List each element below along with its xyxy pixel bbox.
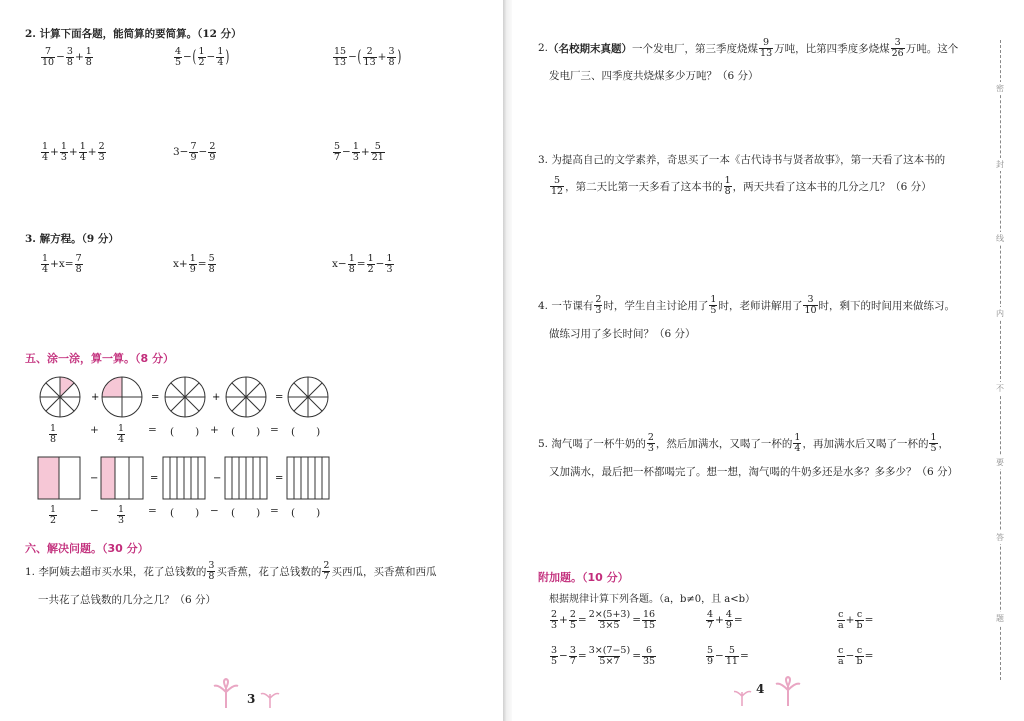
expr-text: ( ): [170, 426, 200, 438]
expr-text: =: [270, 505, 279, 517]
circle-1[interactable]: [40, 377, 80, 417]
fraction: $\frac{2}{3}$: [98, 141, 105, 163]
expr-text: 时，学生自主讨论用了: [603, 299, 709, 312]
fraction: $\frac{5}{11}$: [725, 645, 738, 667]
fraction: $\frac{7}{8}$: [75, 253, 82, 275]
binding-char: 答: [991, 531, 1009, 544]
page-number-left: 3: [247, 692, 256, 706]
bonus-intro: 根据规律计算下列各题。（a，b≠0，且 a<b）: [549, 594, 756, 605]
paren: (: [192, 46, 197, 67]
op-eq-3: =: [150, 473, 159, 484]
expression: [836, 610, 873, 631]
op-minus-1: −: [90, 473, 99, 484]
r-q2-line1: [538, 38, 958, 59]
expr-text: 1. 李阿姨去超市买水果，花了总钱数的: [25, 565, 207, 578]
expression: [40, 47, 94, 68]
expression: [332, 142, 386, 163]
fraction: $\frac{1}{3}$: [386, 253, 393, 275]
rect-2[interactable]: [101, 457, 143, 499]
row-token: [270, 424, 279, 436]
expr-text: ，第二天比第一天多看了这本书的: [565, 180, 723, 193]
expr-text: +: [715, 614, 724, 627]
expr-text: =: [864, 614, 874, 627]
fraction: 1 2: [198, 46, 205, 68]
fraction: $\frac{5}{8}$: [208, 253, 215, 275]
expr-text: +: [68, 146, 78, 159]
expr-text: 5. 淘气喝了一杯牛奶的: [538, 437, 646, 450]
s6-q1-line1: [25, 561, 436, 582]
paren: (: [357, 46, 362, 67]
circle-4[interactable]: [226, 377, 266, 417]
fraction: 3 26: [891, 37, 904, 59]
fraction: 3 8: [208, 560, 215, 582]
expr-text: ( ): [231, 426, 261, 438]
fraction: 1 5: [930, 432, 937, 454]
expr-text: +: [360, 146, 370, 159]
expr-text: ，: [938, 437, 949, 450]
page-number-right: 4: [756, 682, 765, 696]
expression: [549, 610, 657, 631]
row-token: [231, 424, 260, 439]
expr-text: ，两天共看了这本书的几分之几？（6 分）: [732, 180, 932, 193]
fraction: $\frac{2}{9}$: [209, 141, 216, 163]
r-q5-line2: 又加满水，最后把一杯都喝完了。想一想，淘气喝的牛奶多还是水多？多多少？（6 分）: [549, 466, 959, 478]
fraction: 1 4: [794, 432, 801, 454]
row-token: [291, 505, 320, 520]
expr-text: −: [375, 258, 385, 271]
expression: [40, 254, 84, 275]
op-plus-2: +: [212, 392, 221, 403]
row-token: [48, 424, 58, 445]
fraction: 5 12: [551, 175, 564, 197]
row-token: [48, 505, 58, 526]
fraction: 3 5: [551, 645, 558, 667]
row-token: [116, 505, 126, 526]
op-eq-1: =: [151, 392, 160, 403]
expr-text: +: [90, 424, 99, 436]
r-q4-line1: [538, 295, 955, 316]
fraction: $\frac{3\times(7-5)}{5\times 7}$: [588, 645, 631, 667]
fraction: $\frac{5}{21}$: [371, 141, 384, 163]
paren: ): [396, 46, 401, 67]
binding-char: 封: [991, 158, 1009, 171]
expr-text: 4. 一节课有: [538, 299, 594, 312]
fraction: $\frac{7}{9}$: [190, 141, 197, 163]
row-token: [170, 505, 199, 520]
circle-3[interactable]: [165, 377, 205, 417]
fraction: 1 4: [42, 253, 49, 275]
expression: [173, 254, 217, 275]
right-page: [512, 0, 1024, 721]
fraction: $\frac{1}{9}$: [189, 253, 196, 275]
expr-text: +: [74, 51, 84, 64]
expr-text: −: [90, 505, 99, 517]
expression: [705, 610, 743, 631]
expr-text: +: [845, 614, 855, 627]
fraction: $\frac{4}{9}$: [725, 609, 732, 631]
expression: [173, 142, 217, 163]
expr-text: =: [864, 650, 874, 663]
fraction: $\frac{3}{8}$: [388, 46, 395, 68]
expr-text: 3−: [173, 146, 189, 159]
binding-char: 内: [991, 307, 1009, 320]
expr-text: −: [183, 51, 192, 64]
fraction: 1 5: [710, 294, 717, 316]
fraction: 1 8: [50, 423, 57, 445]
fraction: $\frac{2}{5}$: [569, 609, 576, 631]
fraction: 4 7: [707, 609, 714, 631]
expr-text: −: [715, 650, 724, 663]
expr-text: −: [198, 146, 208, 159]
expression: [332, 254, 395, 275]
fraction: 2 3: [595, 294, 602, 316]
expr-text: +: [377, 51, 387, 64]
fraction: 1 4: [42, 141, 49, 163]
book-gutter: [503, 0, 512, 721]
expr-text: −: [559, 650, 568, 663]
expr-text: 时，剩下的时间用来做练习。: [818, 299, 956, 312]
op-eq-4: =: [275, 473, 284, 484]
fraction: $\frac{c}{b}$: [856, 645, 863, 667]
expr-text: ( ): [291, 507, 321, 519]
expr-text: −: [56, 51, 65, 64]
expr-text: =: [733, 614, 743, 627]
expr-text: =: [197, 258, 207, 271]
fraction: 9 13: [760, 37, 773, 59]
fraction: 2 7: [323, 560, 330, 582]
q2-title: 2. 计算下面各题，能简算的要简算。（12 分）: [25, 28, 242, 40]
fraction: 3 10: [804, 294, 817, 316]
fraction: 2 3: [551, 609, 558, 631]
paren: ): [225, 46, 230, 67]
fraction: $\frac{1}{4}$: [79, 141, 86, 163]
expr-text: =: [577, 614, 587, 627]
expression: [549, 646, 657, 667]
fraction: 15 13: [334, 46, 347, 68]
r-q3-line2: [549, 176, 932, 197]
expr-text: =: [577, 650, 587, 663]
expr-text: （名校期末真题）: [548, 42, 633, 55]
row-token: [116, 424, 126, 445]
expr-text: ( ): [170, 507, 200, 519]
circle-row: [35, 374, 335, 422]
row-token: [148, 505, 157, 517]
circle-2[interactable]: [102, 377, 142, 417]
expr-text: 买香蕉，花了总钱数的: [216, 565, 322, 578]
binding-line: [1000, 40, 1001, 680]
fraction: $\frac{c}{b}$: [856, 609, 863, 631]
binding-char: 要: [991, 456, 1009, 469]
fraction: 7 10: [42, 46, 55, 68]
fraction: 4 5: [175, 46, 182, 68]
expr-text: 万吨，比第四季度多烧煤: [774, 42, 890, 55]
fraction: 5 7: [334, 141, 341, 163]
fraction: $\frac{1}{8}$: [348, 253, 355, 275]
fraction: 1 4: [118, 423, 125, 445]
row-token: [231, 505, 260, 520]
rect-row: [35, 455, 335, 501]
expr-text: +: [559, 614, 568, 627]
row-token: [148, 424, 157, 436]
expr-text: =: [270, 424, 279, 436]
expr-text: −: [206, 51, 216, 64]
expr-text: +x=: [50, 258, 74, 271]
fraction: 2 3: [647, 432, 654, 454]
expr-text: −: [210, 505, 219, 517]
expr-text: =: [148, 424, 157, 436]
expr-text: 万吨。这个: [905, 42, 959, 55]
r-q5-line1: [538, 433, 949, 454]
op-plus-1: +: [91, 392, 100, 403]
fraction: $\frac{1}{3}$: [60, 141, 67, 163]
rect-1[interactable]: [38, 457, 80, 499]
fraction: 1 2: [50, 504, 57, 526]
row-token: [90, 424, 99, 436]
section6-title: 六、解决问题。（30 分）: [25, 542, 149, 555]
row-token: [270, 505, 279, 517]
r-q2-line2: 发电厂三、四季度共烧煤多少万吨？（6 分）: [549, 70, 759, 82]
binding-char: 密: [991, 82, 1009, 95]
rect-5[interactable]: [287, 457, 329, 499]
fraction: $\frac{1}{2}$: [367, 253, 374, 275]
fraction: 2 13: [363, 46, 376, 68]
expr-text: =: [356, 258, 366, 271]
binding-char: 不: [991, 382, 1009, 395]
fraction: $\frac{16}{15}$: [643, 609, 656, 631]
row-token: [90, 505, 99, 517]
fraction: $\frac{6}{35}$: [643, 645, 656, 667]
fraction: c a: [838, 609, 844, 631]
fraction: $\frac{1}{8}$: [85, 46, 92, 68]
expr-text: ( ): [231, 507, 261, 519]
section5-title: 五、涂一涂，算一算。（8 分）: [25, 352, 174, 365]
binding-char: 线: [991, 232, 1009, 245]
r-q3-line1: 3. 为提高自己的文学素养，奇思买了一本《古代诗书与贤者故事》，第一天看了这本书的: [538, 154, 946, 166]
expr-text: ( ): [291, 426, 321, 438]
binding-char: 题: [991, 612, 1009, 625]
fraction: 1 8: [724, 175, 731, 197]
expr-text: 一个发电厂，第三季度烧煤: [632, 42, 759, 55]
expression: [173, 47, 230, 68]
expr-text: x−: [332, 258, 347, 271]
rect-4[interactable]: [225, 457, 267, 499]
op-minus-2: −: [213, 473, 222, 484]
expr-text: ，再加满水后又喝了一杯的: [802, 437, 929, 450]
row-token: [291, 424, 320, 439]
expr-text: 2.: [538, 42, 549, 55]
rect-3[interactable]: [163, 457, 205, 499]
row-token: [170, 424, 199, 439]
left-page: [0, 0, 503, 721]
sprout-icon-right: [734, 676, 804, 708]
fraction: $\frac{2\times(5+3)}{3\times 5}$: [588, 609, 631, 631]
expr-text: −: [348, 51, 357, 64]
fraction: $\frac{1}{4}$: [217, 46, 224, 68]
expr-text: +: [50, 146, 59, 159]
fraction: $\frac{3}{7}$: [569, 645, 576, 667]
circle-5[interactable]: [288, 377, 328, 417]
expr-text: =: [739, 650, 749, 663]
fraction: 1 3: [118, 504, 125, 526]
rect-expression-row: [48, 505, 338, 533]
expr-text: −: [845, 650, 855, 663]
fraction: c a: [838, 645, 844, 667]
row-token: [210, 505, 219, 517]
expr-text: +: [87, 146, 97, 159]
expr-text: −: [342, 146, 351, 159]
expr-text: =: [148, 505, 157, 517]
expr-text: x+: [173, 258, 188, 271]
expression: [40, 142, 107, 163]
expression: [332, 47, 401, 68]
expr-text: ，然后加满水，又喝了一杯的: [655, 437, 793, 450]
expr-text: =: [632, 650, 641, 663]
expr-text: +: [210, 424, 219, 436]
fraction: $\frac{3}{8}$: [66, 46, 73, 68]
bonus-title: 附加题。（10 分）: [538, 571, 629, 584]
expression: [836, 646, 873, 667]
q3-title: 3. 解方程。（9 分）: [25, 233, 119, 245]
row-token: [210, 424, 219, 436]
fraction: $\frac{1}{3}$: [352, 141, 359, 163]
r-q4-line2: 做练习用了多长时间？（6 分）: [549, 328, 696, 340]
expr-text: 时，老师讲解用了: [718, 299, 803, 312]
fraction: 5 9: [707, 645, 714, 667]
op-eq-2: =: [275, 392, 284, 403]
expr-text: =: [632, 614, 641, 627]
expr-text: 买西瓜，买香蕉和西瓜: [331, 565, 437, 578]
s6-q1-line2: 一共花了总钱数的几分之几？（6 分）: [38, 594, 217, 606]
circle-expression-row: [48, 424, 338, 452]
expression: [705, 646, 749, 667]
